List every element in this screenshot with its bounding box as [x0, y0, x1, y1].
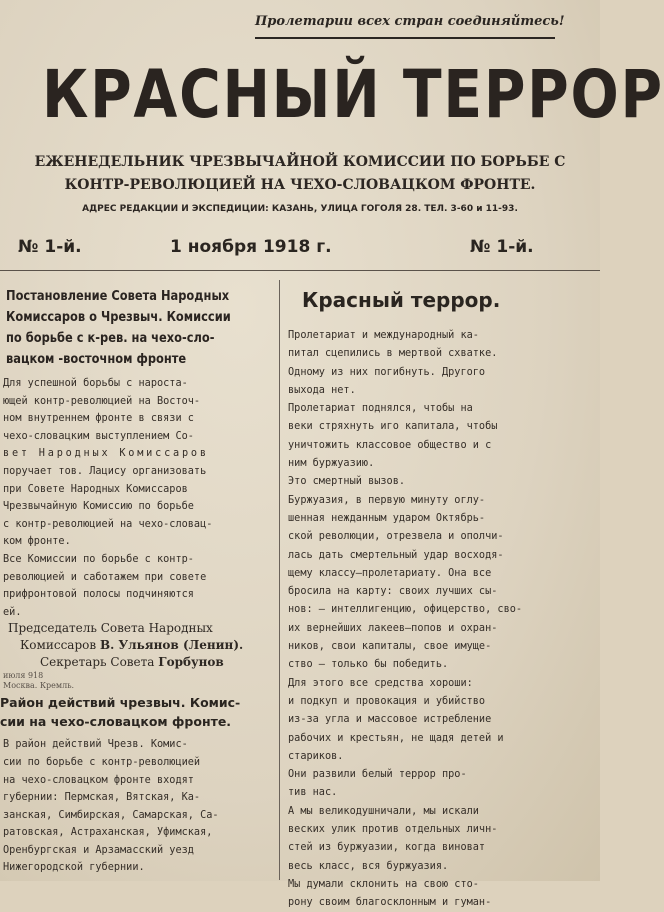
text-line: прифронтовой полосы подчиняются: [3, 587, 194, 601]
text-line: тив нас.: [288, 785, 338, 799]
text-line: А мы великодушничали, мы искали: [288, 803, 479, 817]
decree-date-note: июля 918: [3, 671, 44, 681]
issue-number-left: № 1-й.: [18, 237, 82, 257]
text-line: питал сцепились в мертвой схватке.: [288, 346, 498, 360]
right-column: [286, 286, 556, 912]
text-line: Оренбургская и Арзамасский уезд: [3, 842, 194, 856]
text-line: Они развили белый террор про-: [288, 767, 467, 781]
region-heading-line: Район действий чрезвыч. Комис-: [0, 695, 241, 711]
date-divider: [0, 270, 600, 271]
text-line: ном внутреннем фронте в связи с: [3, 411, 194, 425]
motto: Пролетарии всех стран соединяйтесь!: [255, 14, 565, 29]
text-line: революцией и саботажем при совете: [3, 569, 207, 583]
text-line: Пролетариат и международный ка-: [288, 328, 479, 341]
text-line: ников, свои капиталы, свое имуще-: [288, 639, 492, 653]
text-line: на чехо-словацком фронте входят: [3, 772, 194, 786]
editorial-body: [286, 326, 556, 912]
text-line: занская, Симбирская, Самарская, Са-: [3, 807, 219, 821]
text-line: Чрезвычайную Комиссию по борьбе: [3, 499, 194, 513]
signature-secretary: Секретарь Совета Горбунов: [40, 655, 224, 670]
text-line: Это смертный вызов.: [288, 474, 406, 488]
masthead-title: КРАСНЫЙ ТЕРРОР: [42, 56, 664, 133]
issue-date: 1 ноября 1918 г.: [170, 237, 332, 257]
text-line: их вернейших лакеев—попов и охран-: [288, 620, 498, 634]
text-line: выхода нет.: [288, 382, 356, 396]
text-line: чехо-словацким выступлением Со-: [3, 428, 194, 442]
region-body: [0, 735, 278, 876]
text-line: веских улик против отдельных личн-: [288, 822, 498, 836]
signature-chairman: Комиссаров В. Ульянов (Ленин).: [20, 638, 244, 653]
text-line: Одному из них погибнуть. Другого: [288, 364, 486, 378]
text-line: рабочих и крестьян, не щадя детей и: [288, 730, 504, 744]
text-line: ство — только бы победить.: [288, 657, 449, 671]
text-line: веки стряхнуть иго капитала, чтобы: [288, 419, 498, 433]
region-heading-line: сии на чехо-словацком фронте.: [0, 714, 232, 730]
text-line: бросила на карту: своих лучших сы-: [288, 584, 498, 598]
text-line: стей из буржуазии, когда виноват: [288, 840, 486, 854]
subtitle-line-2: КОНТР-РЕВОЛЮЦИЕЙ НА ЧЕХО-СЛОВАЦКОМ ФРОНТЕ.: [64, 177, 536, 193]
text-line: поручает тов. Лацису организовать: [3, 463, 207, 477]
region-heading: [0, 693, 278, 731]
decree-body: [0, 374, 278, 620]
text-line: уничтожить классовое общество и с: [288, 437, 492, 451]
column-divider: [279, 280, 280, 880]
text-line: В район действий Чрезв. Комис-: [3, 737, 188, 751]
editorial-heading: Красный террор.: [302, 288, 501, 312]
signature-chairman-role: Председатель Совета Народных: [8, 621, 213, 636]
text-line: ком фронте.: [3, 534, 71, 548]
text-line: Все Комиссии по борьбе с контр-: [3, 551, 194, 565]
text-line: весь класс, вся буржуазия.: [288, 858, 449, 872]
subtitle-line-1: ЕЖЕНЕДЕЛЬНИК ЧРЕЗВЫЧАЙНОЙ КОМИССИИ ПО БОРЬБЕ С: [34, 154, 566, 170]
text-line: Для этого все средства хороши:: [288, 675, 473, 689]
chairman-name: В. Ульянов (Ленин).: [99, 638, 244, 653]
decree-heading-line: Постановление Совета Народных: [6, 289, 230, 304]
text-line: губернии: Пермская, Вятская, Ка-: [3, 790, 201, 804]
text-line: шенная нежданным ударом Октябрь-: [288, 510, 486, 524]
text-line: Пролетариат поднялся, чтобы на: [288, 401, 473, 415]
issue-number-right: № 1-й.: [470, 237, 534, 257]
text-line: Мы думали склонить на свою сто-: [288, 876, 479, 890]
text-line: из-за угла и массовое истребление: [288, 712, 492, 726]
motto-underline: [255, 37, 555, 39]
left-column: [0, 286, 278, 876]
text-line: и подкуп и провокация и убийство: [288, 693, 486, 707]
text-line: ратовская, Астраханская, Уфимская,: [3, 825, 213, 839]
decree-heading-line: по борьбе с к-рев. на чехо-сло-: [6, 331, 215, 346]
decree-heading: [0, 286, 278, 370]
text-line: сии по борьбе с контр-революцией: [3, 754, 201, 768]
text-line: щему классу—пролетариату. Она все: [288, 565, 492, 579]
text-line: ской революции, отрезвела и ополчи-: [288, 529, 504, 543]
text-line: нов: — интеллигенцию, офицерство, сво-: [288, 602, 523, 616]
decree-heading-line: Комиссаров о Чрезвыч. Комиссии: [6, 310, 231, 325]
text-line: рону своим благосклонным и гуман-: [288, 895, 492, 909]
text-line: ющей контр-революцией на Восточ-: [3, 393, 201, 407]
decree-place-note: Москва. Кремль.: [3, 681, 75, 691]
decree-heading-line: вацком -восточном фронте: [6, 352, 187, 367]
text-line: при Совете Народных Комиссаров: [3, 481, 188, 495]
text-line: стариков.: [288, 748, 344, 762]
text-line: вет Народных Комиссаров: [3, 446, 209, 460]
text-line: с контр-революцией на чехо-словац-: [3, 516, 213, 530]
text-line: ей.: [3, 604, 22, 618]
text-line: ним буржуазию.: [288, 456, 375, 470]
editorial-address: АДРЕС РЕДАКЦИИ И ЭКСПЕДИЦИИ: КАЗАНЬ, УЛИЦА ГОГОЛЯ 28. ТЕЛ. 3-60 и 11-93.: [82, 204, 518, 214]
secretary-name: Горбунов: [158, 655, 224, 670]
text-line: Для успешной борьбы с нароста-: [3, 376, 188, 389]
text-line: Буржуазия, в первую минуту оглу-: [288, 492, 486, 506]
text-line: лась дать смертельный удар восходя-: [288, 547, 504, 561]
text-line: Нижегородской губернии.: [3, 860, 145, 874]
